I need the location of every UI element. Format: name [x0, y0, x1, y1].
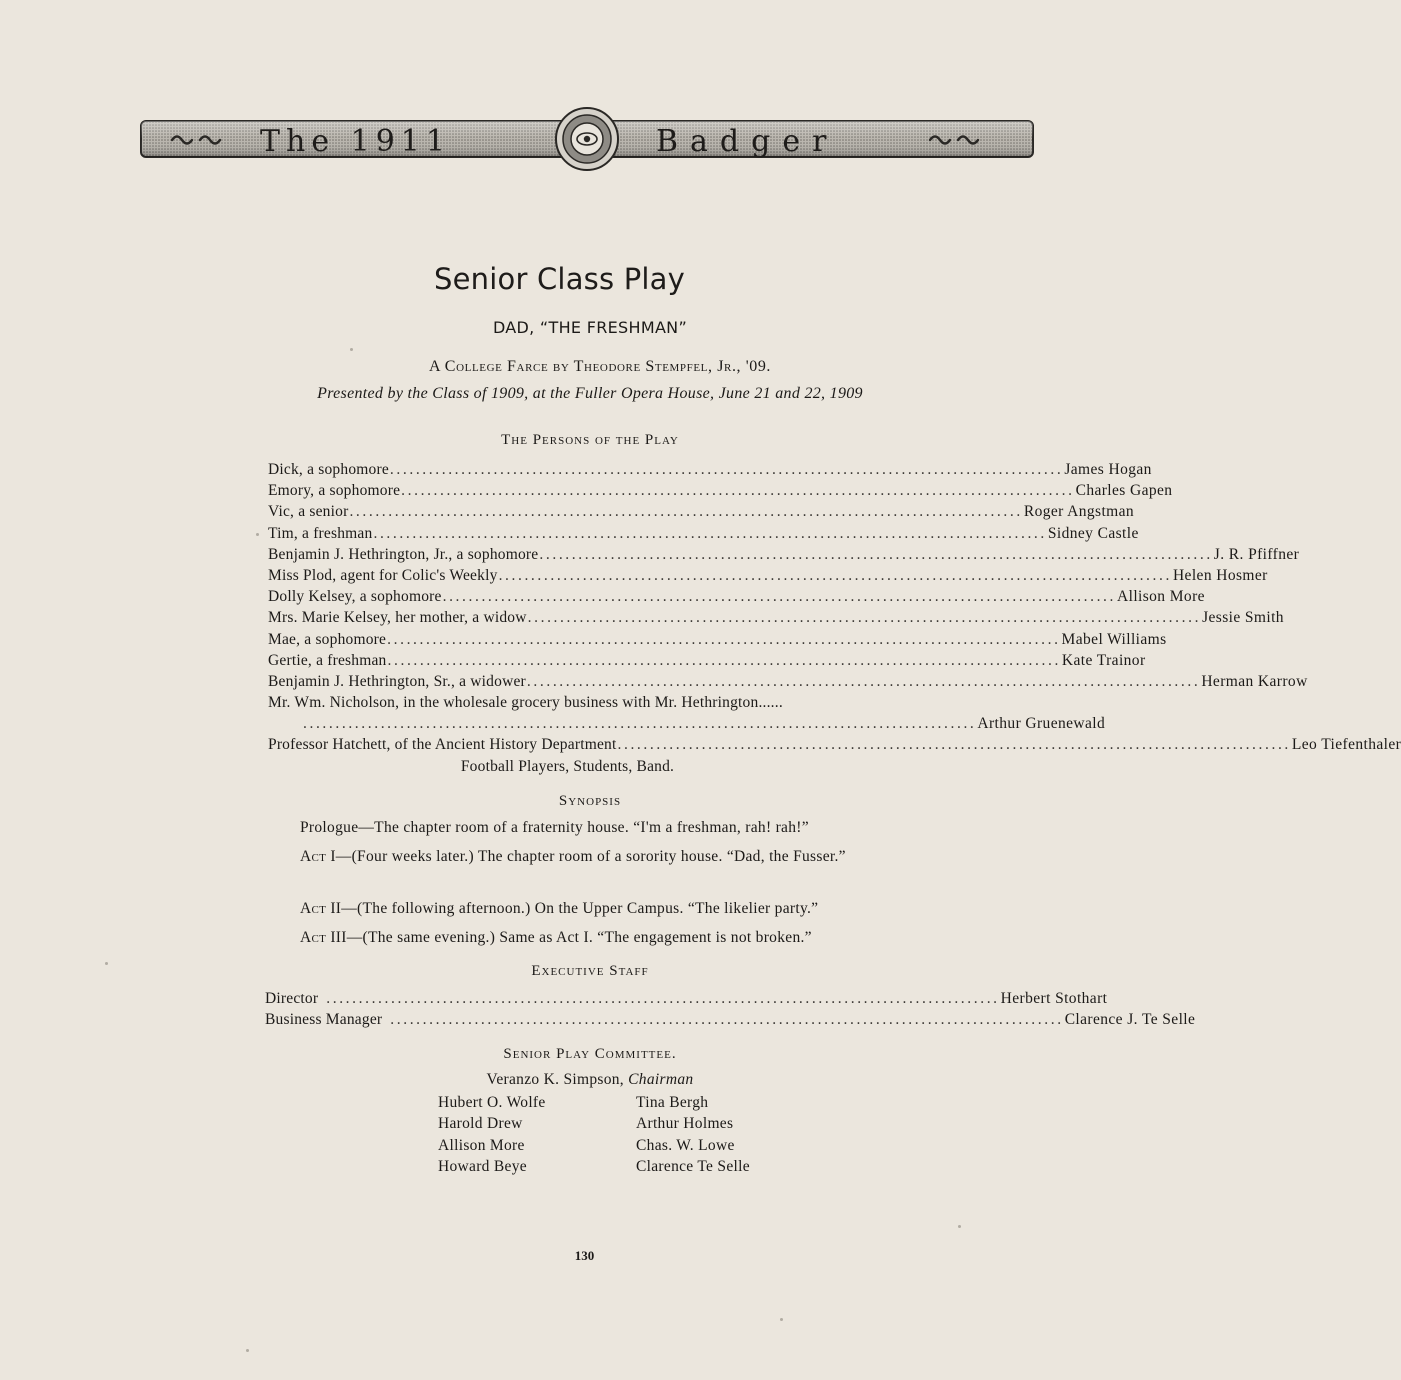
cast-row: [268, 734, 1401, 755]
leader-dots: ........................................................................................................: [442, 588, 1117, 606]
synopsis-act-2: [268, 898, 911, 920]
chairman-name: Veranzo K. Simpson,: [486, 1071, 624, 1088]
committee-member: Chas. W. Lowe: [636, 1136, 735, 1154]
leader-dots: ........................................................................................................: [373, 524, 1047, 542]
committee-member: Allison More: [438, 1136, 525, 1154]
page-title: Senior Class Play: [434, 262, 685, 296]
committee-left-column: [438, 1092, 546, 1177]
synopsis-text: —(The following afternoon.) On the Upper Campus. “The likelier party.”: [341, 900, 819, 917]
cast-actor: Leo Tiefenthaler: [1291, 736, 1401, 754]
staff-role: Business Manager: [265, 1011, 383, 1029]
paper-speck: [958, 1225, 961, 1228]
cast-role: Vic, a senior: [268, 503, 349, 521]
banner-right-text: Badger: [656, 124, 839, 159]
staff-role: Director: [265, 990, 319, 1007]
cast-role: Professor Hatchett, of the Ancient History Department: [268, 736, 617, 754]
leader-dots: ........................................................................................................: [387, 630, 1061, 648]
cast-actor: J. R. Pfiffner: [1213, 545, 1300, 563]
university-seal-icon: [556, 108, 618, 170]
cast-row: [268, 459, 1152, 480]
committee-heading: Senior Play Committee.: [503, 1046, 677, 1062]
leader-dots: ........................................................................................................: [527, 609, 1202, 627]
cast-row: [268, 650, 1146, 671]
staff-name: Herbert Stothart: [1000, 990, 1108, 1007]
cast-role: Tim, a freshman: [268, 524, 373, 542]
committee-member: Clarence Te Selle: [636, 1157, 750, 1175]
paper-speck: [256, 533, 259, 536]
leader-dots: ........................................................................................................: [387, 651, 1061, 669]
synopsis-act-3: [268, 927, 911, 949]
paper-speck: [780, 1318, 783, 1321]
cast-list: [268, 459, 1401, 777]
cast-role: Benjamin J. Hethrington, Jr., a sophomore: [268, 545, 539, 563]
cast-actor: Kate Trainor: [1061, 651, 1146, 669]
cast-actor: Helen Hosmer: [1172, 566, 1268, 584]
yearbook-banner: [140, 118, 1034, 160]
cast-row: [268, 523, 1139, 544]
committee-chairman: [0, 1071, 1180, 1089]
cast-role: Benjamin J. Hethrington, Sr., a widower: [268, 672, 526, 690]
synopsis-label: Act III: [300, 929, 347, 946]
play-subtitle: DAD, “THE FRESHMAN”: [492, 318, 688, 337]
staff-heading: Executive Staff: [531, 963, 649, 979]
paper-speck: [246, 1349, 249, 1352]
cast-row: [268, 607, 1284, 628]
committee-member: Howard Beye: [438, 1157, 527, 1175]
cast-role: Mrs. Marie Kelsey, her mother, a widow: [268, 609, 527, 627]
cast-role: Dick, a sophomore: [268, 461, 389, 478]
synopsis-text: —(The same evening.) Same as Act I. “The engagement is not broken.”: [346, 929, 812, 946]
cast-row: [268, 480, 1173, 501]
cast-actor: Jessie Smith: [1202, 609, 1284, 627]
leader-dots: ........................................................................................................: [326, 990, 1000, 1007]
cast-extras: Football Players, Students, Band.: [460, 757, 675, 775]
synopsis-label: Act II: [300, 900, 342, 917]
leader-dots: ........................................................................................................: [303, 715, 977, 733]
cast-actor: Allison More: [1117, 588, 1205, 606]
cast-actor: Roger Angstman: [1023, 503, 1135, 521]
synopsis-act-1: [268, 846, 911, 868]
cast-role: Emory, a sophomore: [268, 482, 401, 500]
cast-actor: Sidney Castle: [1047, 524, 1139, 542]
staff-list: [265, 988, 1196, 1030]
synopsis-label: Prologue: [300, 819, 359, 836]
cast-row: [268, 565, 1268, 586]
synopsis-text: —(Four weeks later.) The chapter room of a sorority house. “Dad, the Fusser.”: [335, 848, 846, 865]
committee-member: Arthur Holmes: [636, 1115, 734, 1133]
leader-dots: ........................................................................................................: [349, 503, 1023, 521]
leader-dots: ........................................................................................................: [498, 566, 1172, 584]
cast-role: Mr. Wm. Nicholson, in the wholesale grocery business with Mr. Hethrington......: [268, 694, 783, 712]
paper-speck: [350, 348, 353, 351]
leader-dots: ........................................................................................................: [389, 461, 1064, 478]
cast-actor: Mabel Williams: [1061, 630, 1167, 648]
banner-left-text: The 1911: [260, 124, 451, 159]
committee-right-column: [636, 1092, 750, 1177]
cast-row-nicholson-actor: [268, 713, 1106, 734]
cast-actor: Charles Gapen: [1075, 482, 1173, 500]
staff-row: [265, 988, 1108, 1009]
leader-dots: ........................................................................................................: [539, 545, 1213, 563]
banner-graphic: [140, 118, 1034, 160]
cast-row: [268, 671, 1308, 692]
leader-dots: ........................................................................................................: [526, 672, 1201, 690]
cast-role: Miss Plod, agent for Colic's Weekly: [268, 566, 498, 584]
paper-speck: [105, 962, 108, 965]
cast-actor: Herman Karrow: [1201, 672, 1308, 690]
committee-member: Tina Bergh: [636, 1094, 709, 1111]
leader-dots: ........................................................................................................: [401, 482, 1075, 500]
play-byline: A College Farce by Theodore Stempfel, Jr., '09.: [428, 358, 772, 375]
cast-role: Gertie, a freshman: [268, 651, 387, 669]
cast-role: Mae, a sophomore: [268, 630, 387, 648]
synopsis-heading: Synopsis: [558, 793, 622, 809]
persons-heading: The Persons of the Play: [501, 432, 679, 448]
staff-row: [265, 1009, 1196, 1030]
cast-actor: James Hogan: [1064, 461, 1152, 478]
staff-name: Clarence J. Te Selle: [1064, 1011, 1196, 1029]
leader-dots: ........................................................................................................: [617, 736, 1291, 754]
cast-actor: Arthur Gruenewald: [977, 715, 1106, 733]
leader-dots: ........................................................................................................: [390, 1011, 1064, 1029]
synopsis-label: Act I: [300, 848, 336, 865]
play-presented-line: Presented by the Class of 1909, at the Fuller Opera House, June 21 and 22, 1909: [317, 385, 863, 402]
synopsis-text: —The chapter room of a fraternity house. “I'm a freshman, rah! rah!”: [358, 819, 809, 836]
cast-row: [268, 629, 1167, 650]
cast-row: [268, 586, 1205, 607]
cast-row: [268, 501, 1135, 522]
cast-row-nicholson: [268, 692, 911, 713]
cast-role: Dolly Kelsey, a sophomore: [268, 588, 442, 606]
committee-member: Hubert O. Wolfe: [438, 1094, 546, 1111]
cast-row: [268, 544, 1300, 565]
committee-member: Harold Drew: [438, 1115, 523, 1133]
page-number: 130: [574, 1248, 595, 1263]
chairman-title: Chairman: [628, 1071, 694, 1088]
synopsis-prologue: [268, 817, 911, 839]
